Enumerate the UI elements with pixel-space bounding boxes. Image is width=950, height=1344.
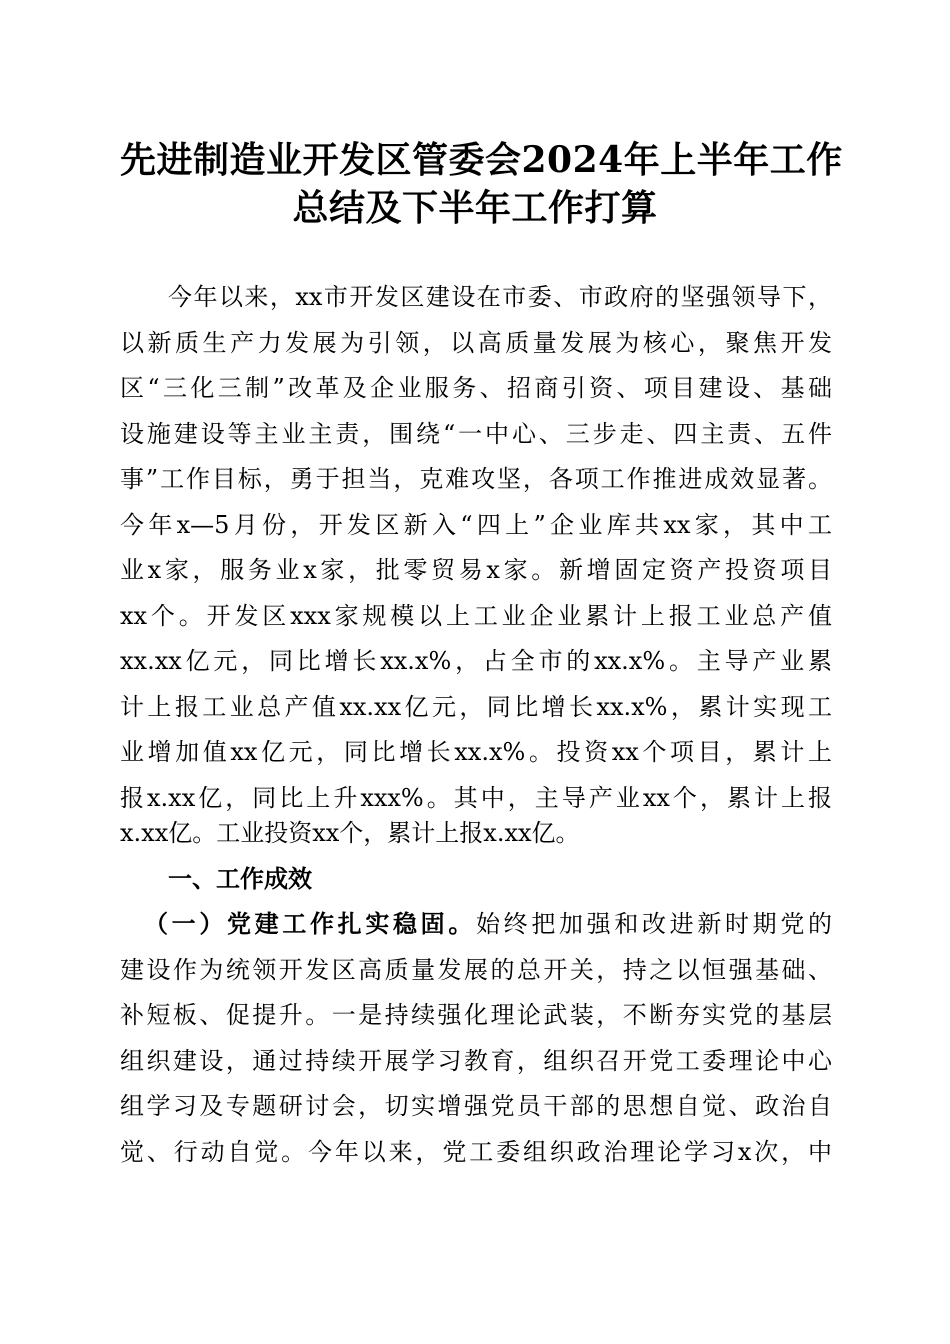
intro-line: 今年以来，xx市开发区建设在市委、市政府的坚强领导下， <box>168 283 832 311</box>
intro-line: 业x家，服务业x家，批零贸易x家。新增固定资产投资项目 <box>120 556 832 584</box>
intro-line: xx.xx亿元，同比增长xx.x%，占全市的xx.x%。主导产业累 <box>120 647 832 675</box>
subsection-first-line <box>120 909 832 939</box>
intro-line: x.xx亿。工业投资xx个，累计上报x.xx亿。 <box>120 819 580 847</box>
subsection-line: 觉、行动自觉。今年以来，党工委组织政治理论学习x次，中 <box>120 1138 832 1166</box>
intro-line: 今年x—5月份，开发区新入“四上”企业库共xx家，其中工 <box>120 511 832 539</box>
subsection-line: 建设作为统领开发区高质量发展的总开关，持之以恒强基础、 <box>120 956 832 984</box>
intro-line: 区“三化三制”改革及企业服务、招商引资、项目建设、基础 <box>120 374 832 402</box>
subsection-line: 补短板、促提升。一是持续强化理论武装，不断夯实党的基层 <box>120 1001 832 1029</box>
subsection-line: 组织建设，通过持续开展学习教育，组织召开党工委理论中心 <box>120 1047 832 1075</box>
section-heading: 一、工作成效 <box>168 865 312 893</box>
subsection-heading: （一）党建工作扎实稳固。 <box>144 910 476 938</box>
subsection-line: 组学习及专题研讨会，切实增强党员干部的思想自觉、政治自 <box>120 1092 832 1120</box>
intro-line: 计上报工业总产值xx.xx亿元，同比增长xx.x%，累计实现工 <box>120 693 832 721</box>
intro-line: 业增加值xx亿元，同比增长xx.x%。投资xx个项目，累计上 <box>120 738 832 766</box>
intro-line: 设施建设等主业主责，围绕“一中心、三步走、四主责、五件 <box>120 420 832 448</box>
intro-line: 事”工作目标，勇于担当，克难攻坚，各项工作推进成效显著。 <box>120 465 832 493</box>
intro-line: 以新质生产力发展为引领，以高质量发展为核心，聚焦开发 <box>120 329 832 357</box>
document-title-line-1: 先进制造业开发区管委会2024年上半年工作 <box>120 139 843 181</box>
intro-line: 报x.xx亿，同比上升xxx%。其中，主导产业xx个，累计上报 <box>120 784 832 812</box>
document-title-line-2: 总结及下半年工作打算 <box>292 187 658 229</box>
intro-line: xx个。开发区xxx家规模以上工业企业累计上报工业总产值 <box>120 602 832 630</box>
subsection-text: 始终把加强和改进新时期党的 <box>476 910 832 938</box>
